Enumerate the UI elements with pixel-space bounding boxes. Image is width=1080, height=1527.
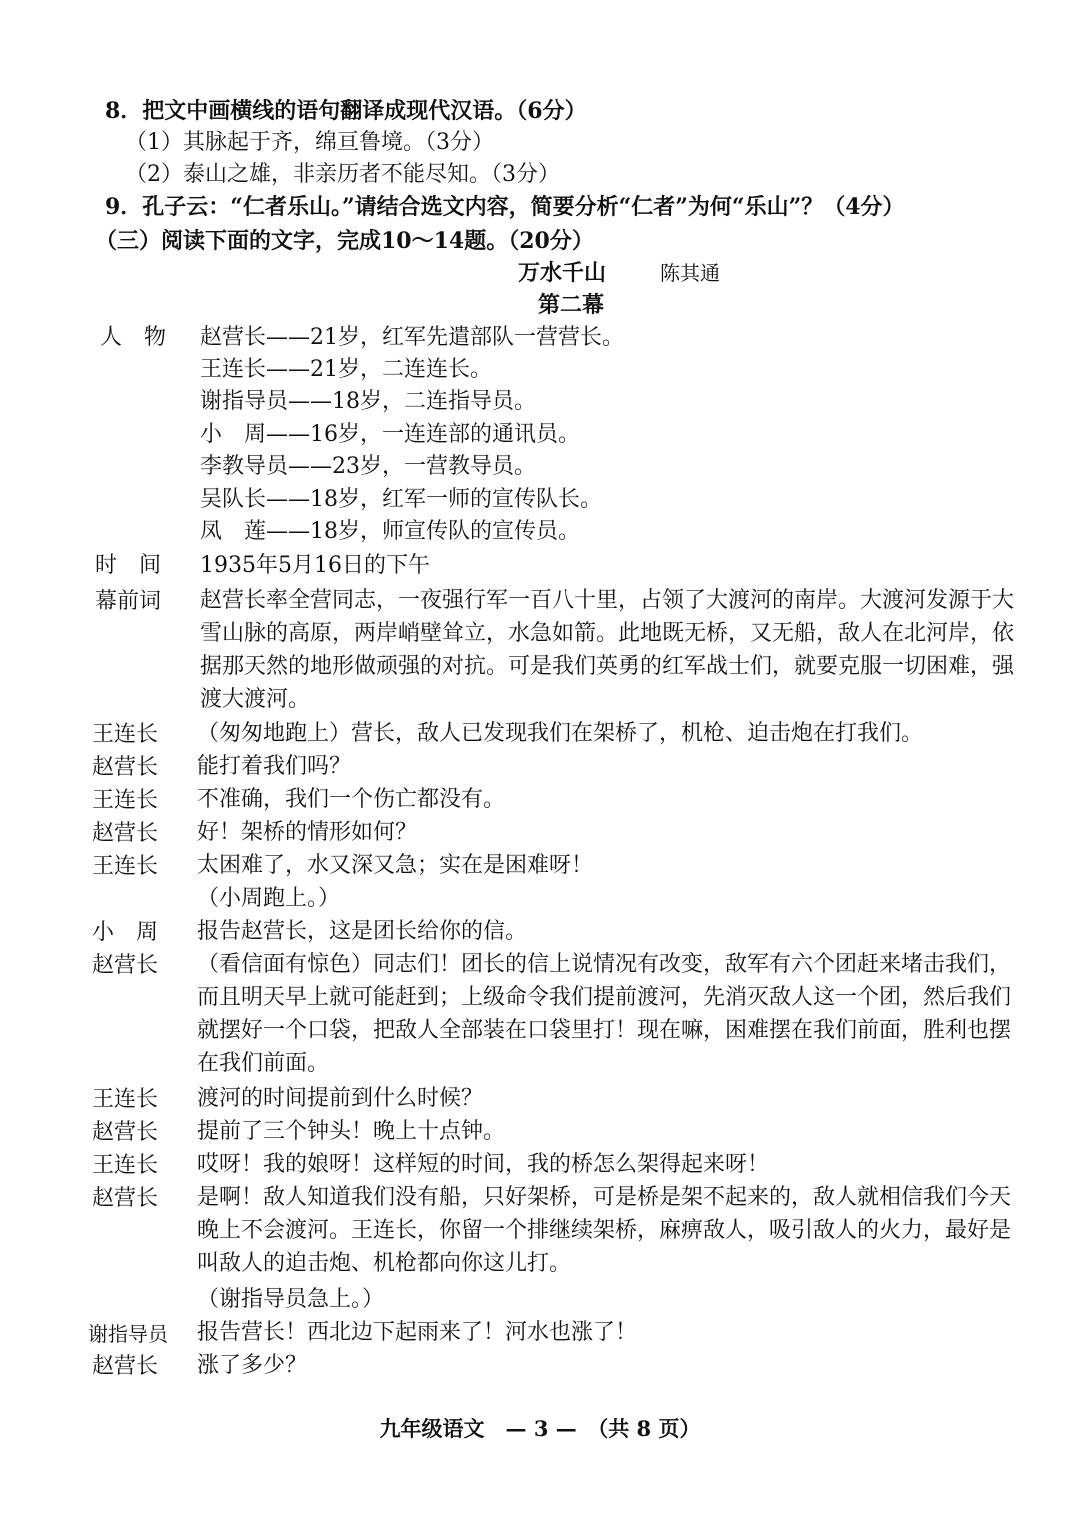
speaker: 谢指导员 (88, 1322, 168, 1346)
character-entry: 李教导员——23岁，一营教导员。 (200, 454, 536, 479)
dialogue-line: （看信面有惊色）同志们！团长的信上说情况有改变，敌军有六个团赶来堵击我们，而且明天早上就可能赶到；上级命令我们提前渡河，先消灭敌人这一个团，然后我们就摆好一个口袋，把敌人全部装在口袋里打！现在嘛，困难摆在我们前面，胜利也摆在我们前面。 (197, 952, 1012, 1076)
speaker: 赵营长 (92, 953, 159, 978)
prologue-text: 赵营长率全营同志，一夜强行军一百八十里，占领了大渡河的南岸。大渡河发源于大雪山脉的高原，两岸峭壁耸立，水急如箭。此地既无桥，又无船，敌人在北河岸，依据那天然的地形做顽强的对抗。可是我们英勇的红军战士们，就要克服一切困难，强渡大渡河。 (200, 588, 1015, 712)
dialogue-line: 能打着我们吗？ (197, 754, 352, 779)
time-value: 1935年5月16日的下午 (200, 553, 430, 578)
dialogue-line: 太困难了，水又深又急；实在是困难呀！ (197, 853, 594, 878)
speaker: 王连长 (92, 1153, 159, 1178)
play-title: 万水千山 (518, 260, 607, 286)
speaker: 王连长 (92, 788, 159, 813)
prologue-label: 幕前词 (95, 589, 162, 614)
time-label: 时 间 (95, 553, 162, 578)
section-3-heading: （三）阅读下面的文字，完成10～14题。（20分） (95, 228, 594, 254)
dialogue-line: 报告赵营长，这是团长给你的信。 (197, 919, 528, 944)
dialogue-line: 好！架桥的情形如何？ (197, 820, 418, 845)
stage-direction: （小周跑上。） (197, 886, 341, 911)
character-entry: 王连长——21岁，二连连长。 (200, 357, 492, 382)
character-entry: 凤 莲——18岁，师宣传队的宣传员。 (200, 519, 580, 544)
speaker: 小 周 (92, 920, 159, 945)
question-8: 8．把文中画横线的语句翻译成现代汉语。（6分） (105, 98, 587, 124)
stage-direction: （谢指导员急上。） (197, 1287, 385, 1312)
question-9: 9．孔子云：“仁者乐山。”请结合选文内容，简要分析“仁者”为何“乐山”？（4分） (105, 194, 905, 220)
character-entry: 小 周——16岁，一连连部的通讯员。 (200, 422, 580, 447)
act-heading: 第二幕 (538, 292, 605, 318)
speaker: 赵营长 (92, 755, 159, 780)
dialogue-line: 报告营长！西北边下起雨来了！河水也涨了！ (197, 1320, 638, 1345)
page-footer: 九年级语文 — 3 — （共 8 页） (379, 1416, 701, 1441)
speaker: 王连长 (92, 854, 159, 879)
dialogue-line: 是啊！敌人知道我们没有船，只好架桥，可是桥是架不起来的，敌人就相信我们今天晚上不会渡河。王连长，你留一个排继续架桥，麻痹敌人，吸引敌人的火力，最好是叫敌人的迫击炮、机枪都向你这儿打。 (197, 1185, 1012, 1276)
dialogue-line: 渡河的时间提前到什么时候？ (197, 1086, 484, 1111)
question-8-part-2: （2）泰山之雄，非亲历者不能尽知。（3分） (125, 162, 560, 187)
character-entry: 赵营长——21岁，红军先遣部队一营营长。 (200, 325, 624, 350)
dialogue-line: 哎呀！我的娘呀！这样短的时间，我的桥怎么架得起来呀！ (197, 1152, 770, 1177)
speaker: 赵营长 (92, 1186, 159, 1211)
dialogue-line: 提前了三个钟头！晚上十点钟。 (197, 1119, 506, 1144)
dialogue-line: 涨了多少？ (197, 1353, 308, 1378)
speaker: 赵营长 (92, 1120, 159, 1145)
characters-label: 人 物 (100, 325, 167, 350)
speaker: 赵营长 (92, 1354, 159, 1379)
character-entry: 吴队长——18岁，红军一师的宣传队长。 (200, 487, 602, 512)
dialogue-line: （匆匆地跑上）营长，敌人已发现我们在架桥了，机枪、迫击炮在打我们。 (197, 721, 924, 746)
speaker: 赵营长 (92, 821, 159, 846)
speaker: 王连长 (92, 1087, 159, 1112)
play-author: 陈其通 (660, 261, 720, 285)
speaker: 王连长 (92, 722, 159, 747)
dialogue-line: 不准确，我们一个伤亡都没有。 (197, 787, 506, 812)
character-entry: 谢指导员——18岁，二连指导员。 (200, 389, 536, 414)
question-8-part-1: （1）其脉起于齐，绵亘鲁境。（3分） (125, 130, 494, 155)
